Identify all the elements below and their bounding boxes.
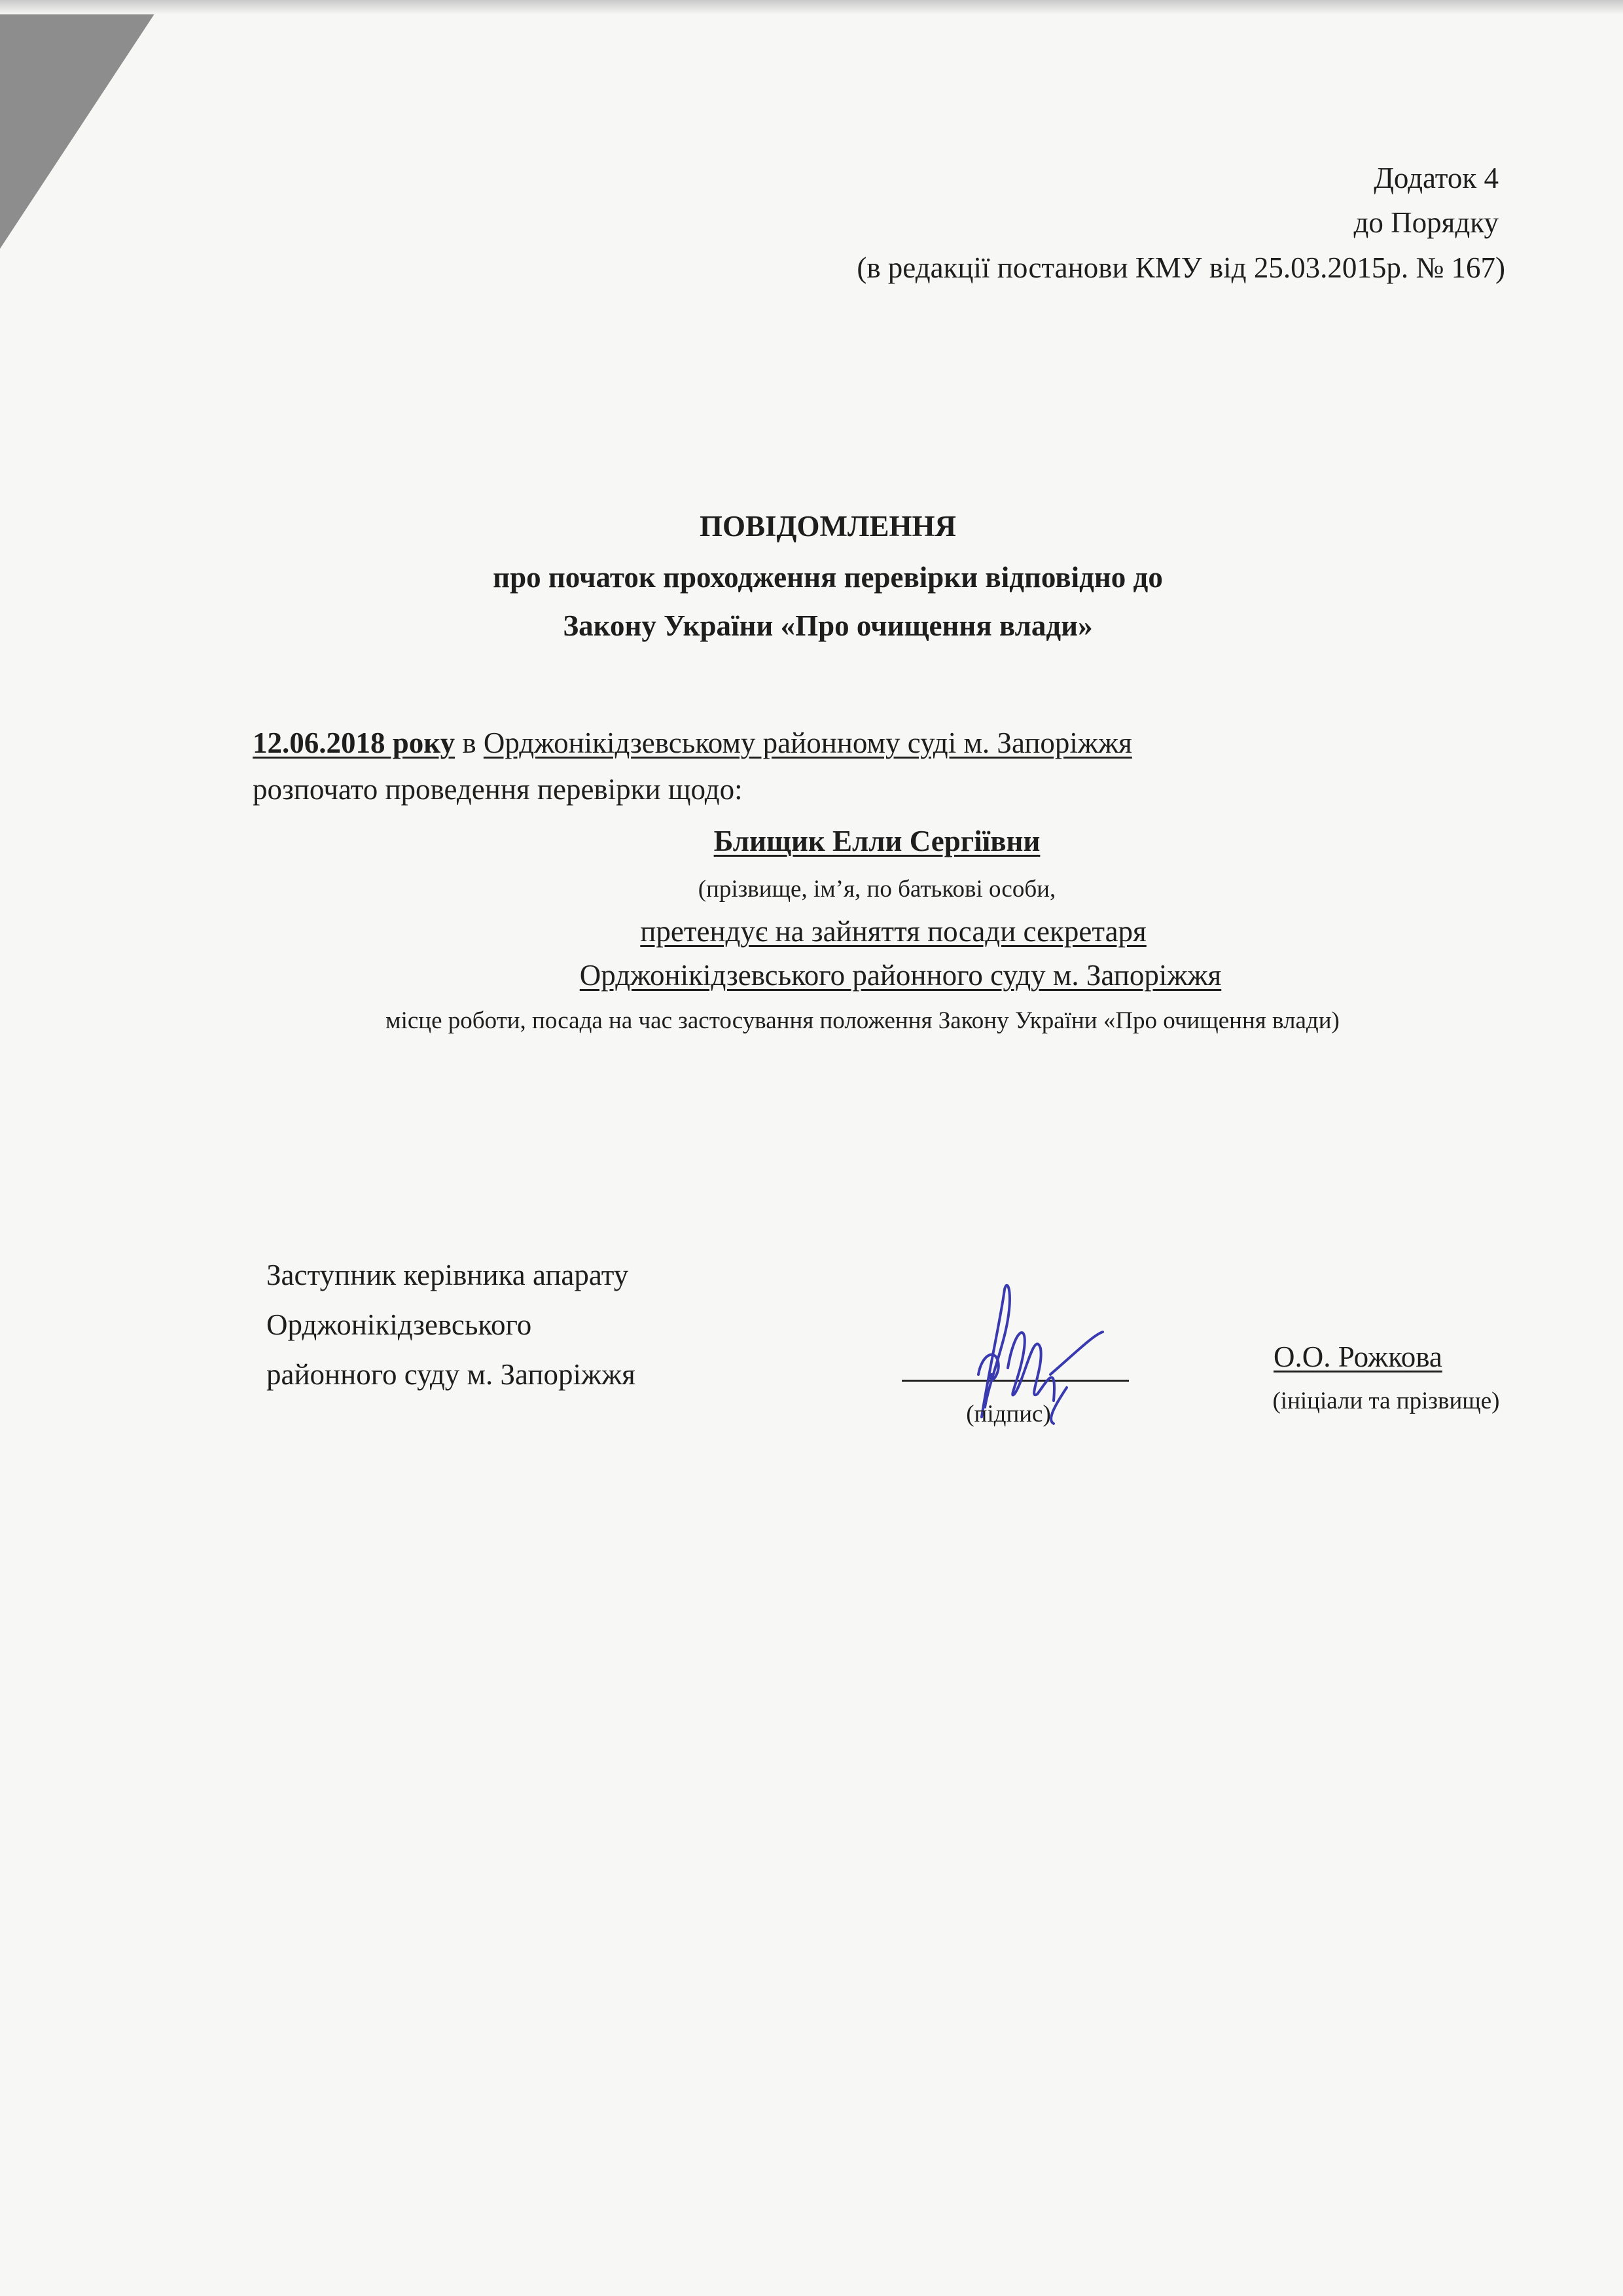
signer-role-1: Заступник керівника апарату: [266, 1259, 629, 1291]
signer-name: О.О. Рожкова: [1274, 1340, 1442, 1373]
appendix-order: до Порядку: [1353, 206, 1499, 239]
position-line-1: претендує на зайняття посади секретаря: [640, 915, 1147, 948]
check-date: 12.06.2018 року: [253, 726, 455, 759]
in-word: в: [455, 726, 484, 759]
signer-role-3: районного суду м. Запоріжжя: [266, 1358, 635, 1391]
signer-name-caption: (ініціали та прізвище): [1272, 1388, 1500, 1414]
person-caption: (прізвище, ім’я, по батькові особи,: [698, 876, 1056, 903]
appendix-edition: (в редакції постанови КМУ від 25.03.2015р. № 167): [857, 251, 1505, 284]
appendix-number: Додаток 4: [1374, 162, 1499, 194]
scan-top-edge: [0, 0, 1623, 14]
document-subtitle-2: Закону України «Про очищення влади»: [563, 609, 1093, 642]
signer-role-2: Орджонікідзевського: [266, 1308, 532, 1341]
position-line-2: Орджонікідзевського районного суду м. Запоріжжя: [579, 959, 1222, 992]
position-caption: місце роботи, посада на час застосування положення Закону України «Про очищення влади): [385, 1007, 1340, 1034]
check-started-text: розпочато проведення перевірки щодо:: [253, 773, 743, 806]
court-name: Орджонікідзевському районному суді м. Запоріжжя: [483, 726, 1132, 759]
signature-caption: (підпис): [966, 1401, 1051, 1427]
document-title: ПОВІДОМЛЕННЯ: [699, 510, 957, 543]
check-start-line: [253, 728, 1132, 758]
document-subtitle-1: про початок проходження перевірки відповідно до: [493, 561, 1163, 594]
person-name: Блищик Елли Сергіївни: [713, 825, 1041, 857]
scan-corner-shadow: [0, 0, 164, 249]
